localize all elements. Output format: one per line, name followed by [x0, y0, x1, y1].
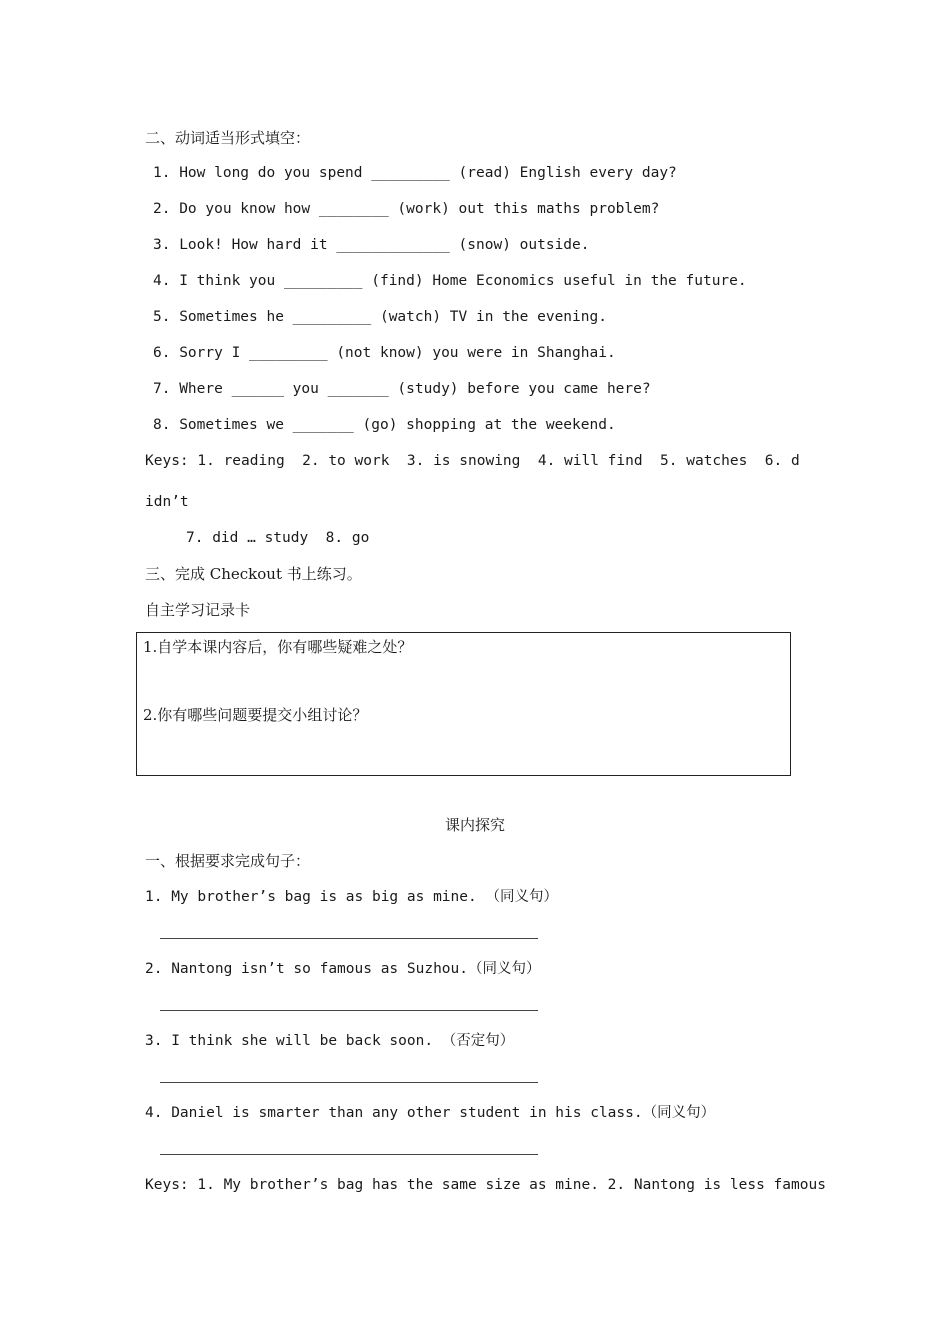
answer-line	[160, 1154, 538, 1155]
record-card-question: 2.你有哪些问题要提交小组讨论？	[143, 706, 368, 724]
exercise-item: 1. How long do you spend _________ (read) English every day?	[153, 165, 677, 181]
answer-line	[160, 1010, 538, 1011]
record-card-question: 1.自学本课内容后，你有哪些疑难之处？	[143, 638, 413, 656]
sentence-item: 4. Daniel is smarter than any other student in his class.（同义句）	[145, 1105, 716, 1121]
inclass-heading: 一、根据要求完成句子：	[145, 852, 311, 870]
answer-line	[160, 1082, 538, 1083]
exercise-item: 7. Where ______ you _______ (study) before you came here?	[153, 381, 651, 397]
exercise-item: 6. Sorry I _________ (not know) you were in Shanghai.	[153, 345, 616, 361]
sentence-item: 1. My brother’s bag is as big as mine. （同义句）	[145, 889, 558, 905]
inclass-answer-keys: Keys: 1. My brother’s bag has the same size as mine. 2. Nantong is less famous	[145, 1177, 826, 1193]
answer-keys-continued: 7. did … study 8. go	[186, 530, 370, 546]
exercise-item: 4. I think you _________ (find) Home Economics useful in the future.	[153, 273, 747, 289]
answer-keys-continued: idn’t	[145, 494, 189, 510]
sentence-item: 2. Nantong isn’t so famous as Suzhou.（同义句）	[145, 961, 541, 977]
exercise-item: 5. Sometimes he _________ (watch) TV in the evening.	[153, 309, 607, 325]
answer-line	[160, 938, 538, 939]
sentence-item: 3. I think she will be back soon. （否定句）	[145, 1033, 515, 1049]
section3-heading: 三、完成 Checkout 书上练习。	[145, 565, 362, 583]
section2-heading: 二、动词适当形式填空：	[145, 129, 311, 147]
exercise-item: 3. Look! How hard it _____________ (snow) outside.	[153, 237, 590, 253]
exercise-item: 8. Sometimes we _______ (go) shopping at the weekend.	[153, 417, 616, 433]
inclass-title: 课内探究	[444, 816, 505, 834]
record-card-title: 自主学习记录卡	[145, 601, 251, 619]
answer-keys: Keys: 1. reading 2. to work 3. is snowing 4. will find 5. watches 6. d	[145, 453, 800, 469]
exercise-item: 2. Do you know how ________ (work) out this maths problem?	[153, 201, 660, 217]
